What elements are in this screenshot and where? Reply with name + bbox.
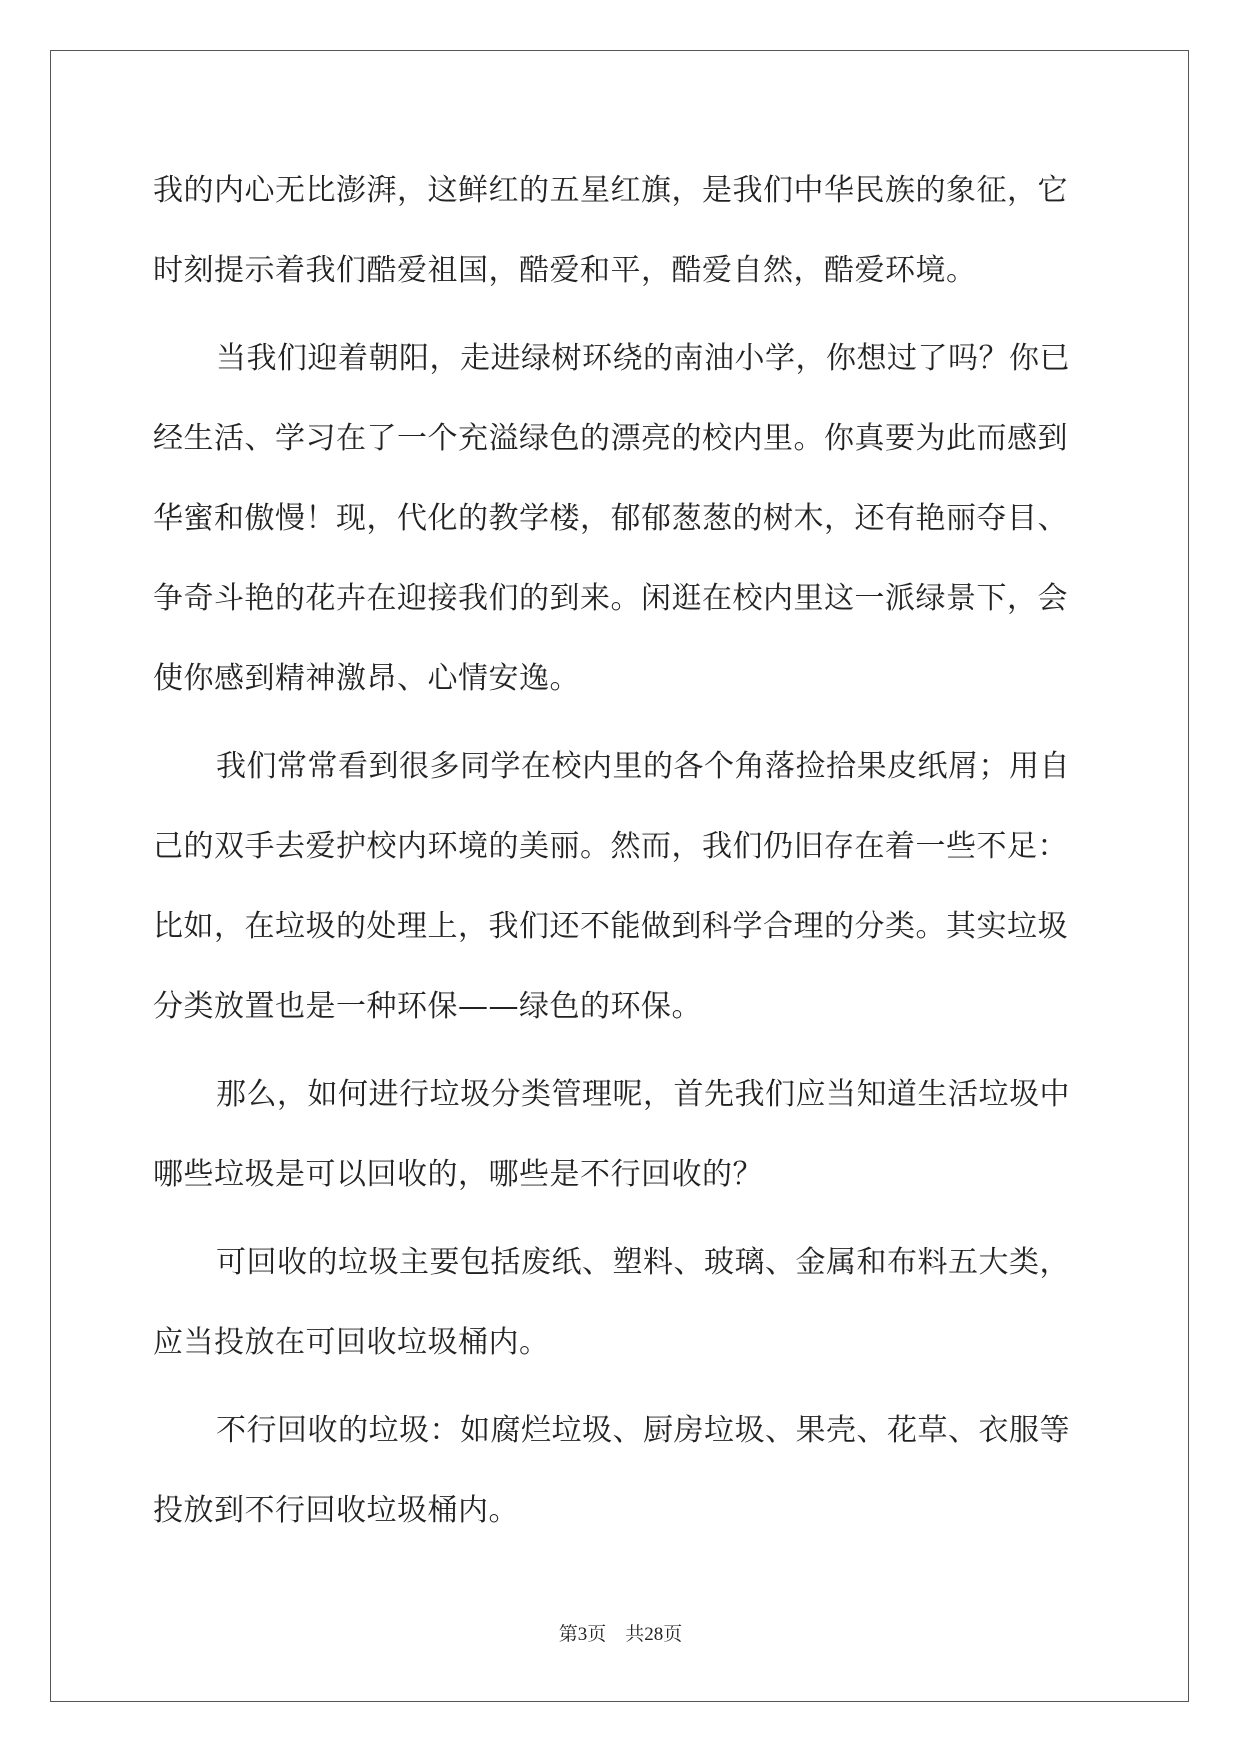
text-line: 我的内心无比澎湃，这鲜红的五星红旗，是我们中华民族的象征，它: [153, 173, 1068, 208]
text-line: 时刻提示着我们酷爱祖国，酷爱和平，酷爱自然，酷爱环境。: [153, 253, 977, 288]
text-line: 应当投放在可回收垃圾桶内。: [153, 1325, 550, 1360]
page-number-footer: 第3页 共28页: [558, 1624, 683, 1645]
text-line: 己的双手去爱护校内环境的美丽。然而，我们仍旧存在着一些不足：: [153, 829, 1068, 864]
paragraph-first-line: 可回收的垃圾主要包括废纸、塑料、玻璃、金属和布料五大类，: [216, 1245, 1070, 1280]
text-line: 经生活、学习在了一个充溢绿色的漂亮的校内里。你真要为此而感到: [153, 421, 1068, 456]
paragraph-first-line: 不行回收的垃圾：如腐烂垃圾、厨房垃圾、果壳、花草、衣服等: [216, 1413, 1070, 1448]
paragraph-first-line: 当我们迎着朝阳，走进绿树环绕的南油小学，你想过了吗？你已: [216, 341, 1070, 376]
text-line: 华蜜和傲慢！现，代化的教学楼，郁郁葱葱的树木，还有艳丽夺目、: [153, 501, 1068, 536]
text-line: 投放到不行回收垃圾桶内。: [153, 1493, 519, 1528]
paragraph-first-line: 那么，如何进行垃圾分类管理呢，首先我们应当知道生活垃圾中: [216, 1077, 1070, 1112]
text-line: 使你感到精神激昂、心情安逸。: [153, 661, 580, 696]
paragraph-first-line: 我们常常看到很多同学在校内里的各个角落捡拾果皮纸屑；用自: [216, 749, 1070, 784]
text-line: 比如，在垃圾的处理上，我们还不能做到科学合理的分类。其实垃圾: [153, 909, 1068, 944]
text-line: 争奇斗艳的花卉在迎接我们的到来。闲逛在校内里这一派绿景下，会: [153, 581, 1068, 616]
text-line: 分类放置也是一种环保——绿色的环保。: [153, 989, 702, 1024]
text-line: 哪些垃圾是可以回收的，哪些是不行回收的？: [153, 1157, 763, 1192]
page-border: [50, 50, 1189, 1702]
